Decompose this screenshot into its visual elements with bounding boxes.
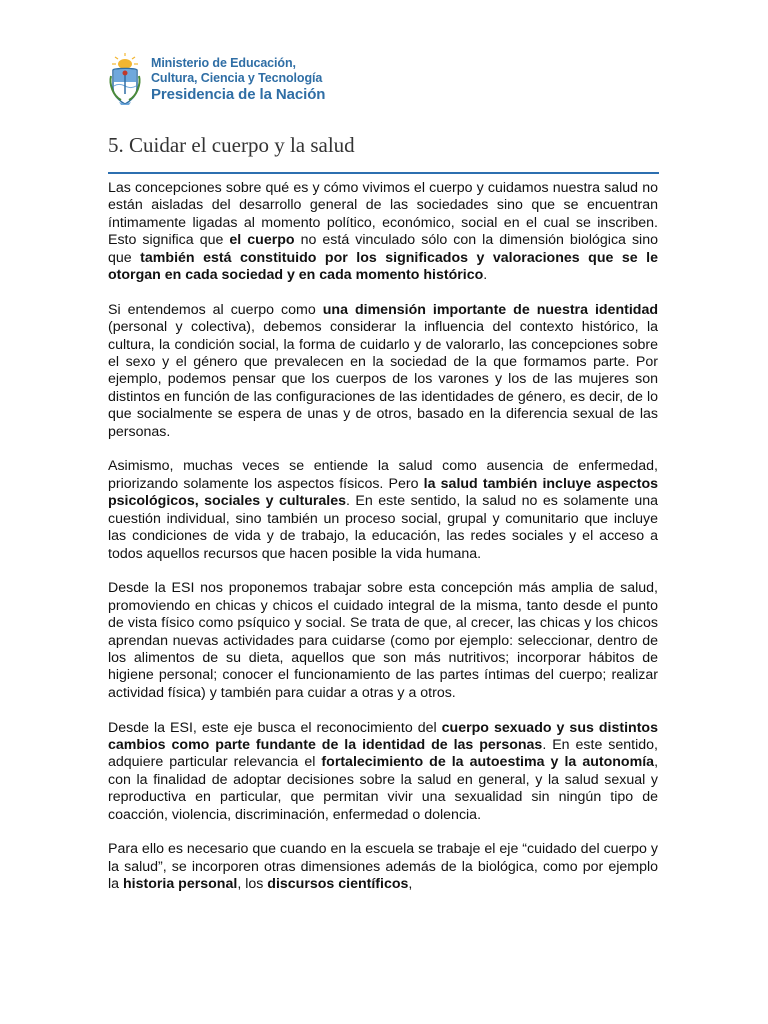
bold-run: el cuerpo	[229, 232, 295, 249]
bold-run: la salud también incluye aspectos psicológicos, sociales y culturales	[108, 475, 658, 510]
text-run: ,	[408, 876, 413, 893]
paragraph-health	[108, 458, 658, 562]
text-run: Para ello es necesario que cuando en la escuela se trabaje el eje “cuidado del cuerpo y la salud”, se incorporen otras dimensiones además de la biológica, como por ejemplo la	[108, 841, 658, 893]
bold-run: una dimensión importante de nuestra identidad	[322, 301, 659, 318]
bold-run: historia personal	[122, 876, 238, 893]
heading-divider	[108, 172, 659, 174]
logo-line-ministry: Ministerio de Educación,	[151, 55, 296, 70]
text-run: Desde la ESI nos proponemos trabajar sobre esta concepción más amplia de salud, promoviendo en chicas y chicos el cuidado integral de la misma, tanto desde el punto de vista físico como psíquico y social. Se trata de que, al crecer, las chicas y los chicos aprendan nuevas actividades para cuidarse (como por ejemplo: seleccionar, dentro de los alimentos de su dieta, aquellos que son más nutritivos; incorporar hábitos de higiene personal; conocer el funcionamiento de las partes íntimas del cuerpo; realizar actividad física) y también para cuidar a otras y a otros.	[108, 580, 658, 701]
text-run: . En este sentido, adquiere particular relevancia el	[108, 736, 658, 771]
paragraph-esi-axis	[108, 720, 658, 824]
text-run: , los	[237, 876, 268, 893]
text-run: Si entendemos al cuerpo como	[108, 301, 323, 318]
logo-line-presidency: Presidencia de la Nación	[151, 85, 326, 103]
bold-run: cuerpo sexuado y sus distintos cambios como parte fundante de la identidad de las personas	[108, 719, 658, 753]
paragraph-body-concept	[108, 180, 658, 284]
bold-run: discursos científicos	[267, 876, 409, 893]
text-run: (personal y colectiva), debemos considerar la influencia del contexto histórico, la cultura, la condición social, la forma de cuidarlo y de valorarlo, las concepciones sobre el sexo y el género que prevalecen en la sociedad de la que formamos parte. Por ejemplo, podemos pensar que los cuerpos de los varones y los de las mujeres son distintos en función de las configuraciones de las identidades de género, es decir, de lo que socialmente se espera de unas y de otros, basado en la diferencia sexual de las personas.	[108, 319, 658, 440]
paragraph-school	[108, 841, 658, 893]
text-run: Las concepciones sobre qué es y cómo vivimos el cuerpo y cuidamos nuestra salud no están aisladas del desarrollo general de las sociedades sino que se encuentran íntimamente ligadas al momento político, económico, social en el cual se inscriben. Esto significa que	[108, 180, 658, 249]
body-text	[108, 180, 658, 894]
text-run: Asimismo, muchas veces se entiende la salud como ausencia de enfermedad, priorizando solamente los aspectos físicos. Pero	[108, 458, 658, 492]
section-heading: 5. Cuidar el cuerpo y la salud	[108, 133, 355, 157]
coat-of-arms-icon	[107, 52, 143, 106]
paragraph-identity	[108, 302, 658, 441]
paragraph-esi-care	[108, 580, 658, 702]
text-run: no está vinculado sólo con la dimensión biológica sino que	[108, 232, 658, 266]
text-run: .	[483, 267, 488, 284]
bold-run: fortalecimiento de la autoestima y la autonomía	[321, 754, 655, 771]
logo-line-culture: Cultura, Ciencia y Tecnología	[151, 70, 323, 85]
bold-run: también está constituido por los significados y valoraciones que se le otorgan en cada sociedad y en cada momento histórico	[108, 249, 658, 284]
text-run: , con la finalidad de adoptar decisiones sobre la salud en general, y la salud sexual y reproductiva en particular, que permitan vivir una sexualidad sin ningún tipo de coacción, violencia, discriminación, enfermedad o dolencia.	[108, 754, 659, 823]
text-run: . En este sentido, la salud no es solamente una cuestión individual, sino también un proceso social, grupal y comunitario que incluye las condiciones de vida y de trabajo, la educación, las redes sociales y el acceso a todos aquellos recursos que hacen posible la vida humana.	[108, 493, 658, 562]
ministry-logo	[107, 52, 325, 106]
text-run: Desde la ESI, este eje busca el reconocimiento del	[108, 719, 442, 736]
logo-text	[151, 56, 325, 103]
